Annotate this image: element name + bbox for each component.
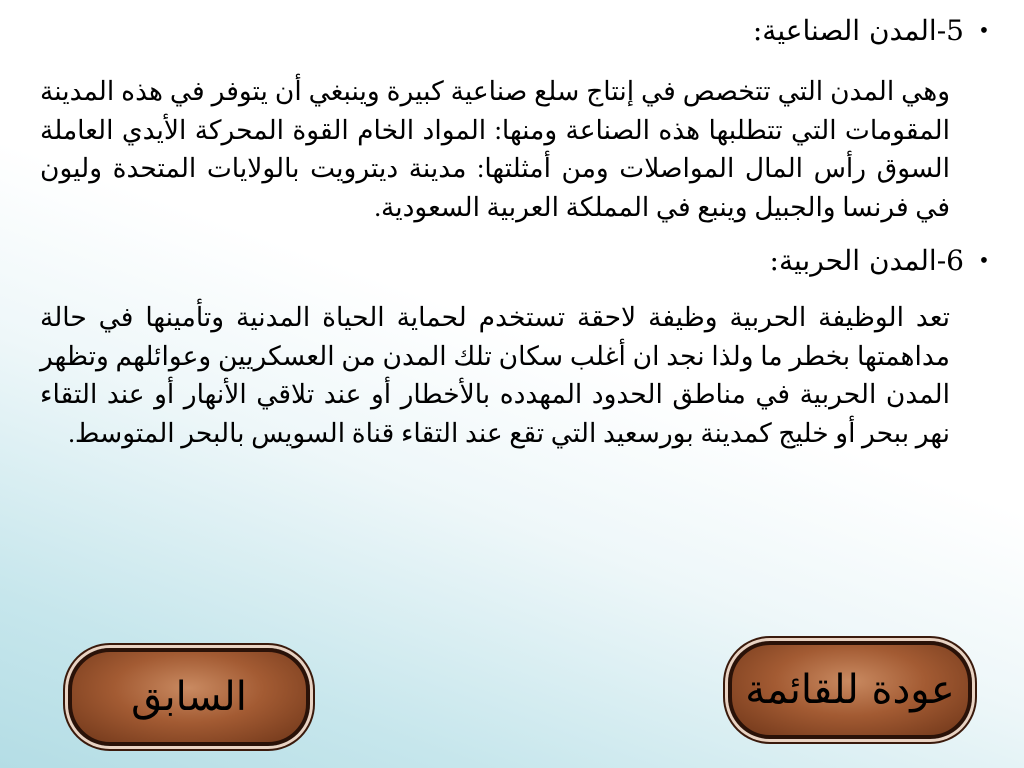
back-to-menu-button[interactable] [728,641,972,739]
section-heading-military [40,238,990,284]
section-paragraph: وهي المدن التي تتخصص في إنتاج سلع صناعية كبيرة وينبغي أن يتوفر في هذه المدينة المقومات التي تتطلبها هذه الصناعة ومنها: المواد الخام القوة المحركة الأيدي العاملة السوق رأس المال المواصلات ومن أمثلتها: مدينة ديترويت بالولايات المتحدة وليون في فرنسا والجبيل وينبع في المملكة العربية السعودية. [40,76,950,222]
bullet-icon: • [979,18,989,44]
section-heading-industrial [40,8,990,54]
back-to-menu-label: عودة للقائمة [745,667,955,713]
previous-button[interactable] [68,648,310,746]
section-title: 5-المدن الصناعية: [752,14,964,47]
slide-content [40,8,990,452]
bullet-icon: • [979,248,989,274]
section-title: 6-المدن الحربية: [769,244,964,277]
previous-button-label: السابق [131,674,247,720]
section-paragraph: تعد الوظيفة الحربية وظيفة لاحقة تستخدم لحماية الحياة المدنية وتأمينها في حالة مداهمتها بخطر ما ولذا نجد ان أغلب سكان تلك المدن من العسكريين وعوائلهم وتظهر المدن الحربية في مناطق الحدود المهدده بالأخطار أو عند تلاقي الأنهار أو عند التقاء نهر ببحر أو خليج كمدينة بورسعيد التي تقع عند التقاء قناة السويس بالبحر المتوسط. [40,302,950,448]
